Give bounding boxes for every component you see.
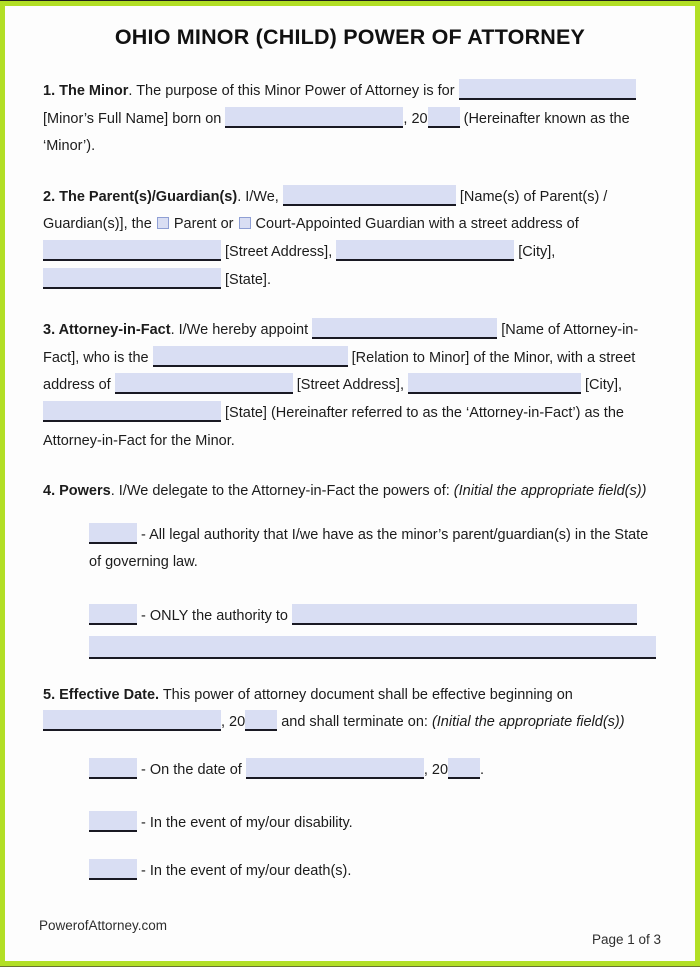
terminate-year-field[interactable] xyxy=(448,758,480,779)
text: [Street Address], xyxy=(292,377,408,394)
line xyxy=(43,184,657,212)
text: and shall terminate on: xyxy=(277,714,432,731)
line xyxy=(43,428,657,456)
parents-state-field[interactable] xyxy=(43,268,221,289)
line xyxy=(43,267,657,295)
line xyxy=(43,239,657,267)
line xyxy=(89,757,657,785)
text: , 20 xyxy=(221,714,246,731)
text: , 20 xyxy=(423,761,449,778)
effective-date-field[interactable] xyxy=(43,710,221,731)
text: address of xyxy=(43,377,115,394)
text: [City], xyxy=(581,377,623,394)
line xyxy=(43,682,657,710)
line xyxy=(43,133,657,161)
powers-only-authority-item xyxy=(89,603,657,659)
line xyxy=(43,78,657,106)
section-parents-guardians xyxy=(43,184,657,294)
page-title: OHIO MINOR (CHILD) POWER OF ATTORNEY xyxy=(114,25,586,49)
page-footer xyxy=(5,918,695,961)
text: [Name(s) of Parent(s) / xyxy=(455,188,608,205)
form-content xyxy=(5,52,695,908)
line xyxy=(89,549,657,577)
text: . I/We delegate to the Attorney-in-Fact the powers of: xyxy=(110,483,454,500)
attorney-relation-field[interactable] xyxy=(153,346,348,367)
text: [Minor’s Full Name] born on xyxy=(43,110,226,127)
line xyxy=(89,522,657,550)
line xyxy=(89,810,657,838)
line xyxy=(89,603,657,631)
attorney-city-field[interactable] xyxy=(408,373,581,394)
text: Attorney-in-Fact for the Minor. xyxy=(43,432,235,449)
powers-all-initial-field[interactable] xyxy=(89,523,137,544)
powers-authority-description-field-1[interactable] xyxy=(292,604,637,625)
line xyxy=(43,317,657,345)
terminate-disability-item xyxy=(89,810,657,838)
attorney-name-field[interactable] xyxy=(312,318,497,339)
text: [State] (Hereinafter referred to as the ‘Attorney-in-Fact’) as the xyxy=(221,404,624,421)
parents-city-field[interactable] xyxy=(336,240,514,261)
line xyxy=(43,478,657,506)
text: (Hereinafter known as the xyxy=(459,110,630,127)
text: of governing law. xyxy=(89,554,198,571)
section-minor xyxy=(43,78,657,161)
text: - On the date of xyxy=(137,761,246,778)
section-heading: 2. The Parent(s)/Guardian(s) xyxy=(43,188,238,205)
text: This power of attorney document shall be effective beginning on xyxy=(159,686,573,703)
minor-name-field[interactable] xyxy=(459,79,636,100)
parents-names-field[interactable] xyxy=(283,185,456,206)
text: Parent or xyxy=(169,216,238,233)
section-heading: 5. Effective Date. xyxy=(43,686,160,703)
parents-street-address-field[interactable] xyxy=(43,240,221,261)
terminate-death-item xyxy=(89,858,657,886)
text: - All legal authority that I/we have as the minor’s parent/guardian(s) in the State xyxy=(137,526,649,543)
powers-all-authority-item xyxy=(89,522,657,577)
text: [City], xyxy=(514,243,556,260)
section-effective-date xyxy=(43,682,657,886)
text: - ONLY the authority to xyxy=(137,607,293,624)
text: , 20 xyxy=(403,110,428,127)
text: . xyxy=(480,761,485,778)
text: Fact], who is the xyxy=(43,349,153,366)
powers-authority-description-field-2[interactable] xyxy=(89,636,656,659)
section-heading: 1. The Minor xyxy=(43,83,129,99)
section-heading: 3. Attorney-in-Fact xyxy=(43,322,171,339)
text: [Street Address], xyxy=(221,243,337,260)
minor-birthdate-field[interactable] xyxy=(225,107,403,128)
attorney-state-field[interactable] xyxy=(43,401,221,422)
text: Court-Appointed Guardian with a street address of xyxy=(251,216,579,233)
text: . The purpose of this Minor Power of Attorney is for xyxy=(128,83,459,99)
page-body xyxy=(0,1,700,966)
line xyxy=(43,106,657,134)
line xyxy=(89,858,657,886)
section-attorney-in-fact xyxy=(43,317,657,455)
instruction-text: (Initial the appropriate field(s)) xyxy=(453,483,647,500)
line xyxy=(43,372,657,400)
line xyxy=(43,345,657,373)
section-powers xyxy=(43,478,657,658)
line xyxy=(43,709,657,737)
terminate-date-initial-field[interactable] xyxy=(89,758,137,779)
effective-year-field[interactable] xyxy=(245,710,277,731)
parent-checkbox[interactable] xyxy=(157,217,169,229)
text: . I/We, xyxy=(237,188,283,205)
text: - In the event of my/our disability. xyxy=(137,815,353,832)
footer-site-text: PowerofAttorney.com xyxy=(39,918,168,933)
minor-birth-year-field[interactable] xyxy=(428,107,460,128)
instruction-text: (Initial the appropriate field(s)) xyxy=(431,714,625,731)
section-heading: 4. Powers xyxy=(43,483,111,500)
text: [State]. xyxy=(221,271,271,288)
terminate-on-date-item xyxy=(89,757,657,785)
disability-initial-field[interactable] xyxy=(89,811,137,832)
text: [Relation to Minor] of the Minor, with a street xyxy=(347,349,636,366)
text: [Name of Attorney-in- xyxy=(497,322,639,339)
text: ‘Minor’). xyxy=(43,138,96,155)
text: . I/We hereby appoint xyxy=(170,322,313,339)
terminate-date-field[interactable] xyxy=(246,758,424,779)
attorney-street-address-field[interactable] xyxy=(115,373,293,394)
powers-only-initial-field[interactable] xyxy=(89,604,137,625)
line xyxy=(43,211,657,239)
line xyxy=(43,400,657,428)
death-initial-field[interactable] xyxy=(89,859,137,880)
footer-page-number: Page 1 of 3 xyxy=(591,932,661,947)
text: - In the event of my/our death(s). xyxy=(137,862,352,879)
text: Guardian(s)], the xyxy=(43,216,156,233)
court-appointed-guardian-checkbox[interactable] xyxy=(239,217,251,229)
